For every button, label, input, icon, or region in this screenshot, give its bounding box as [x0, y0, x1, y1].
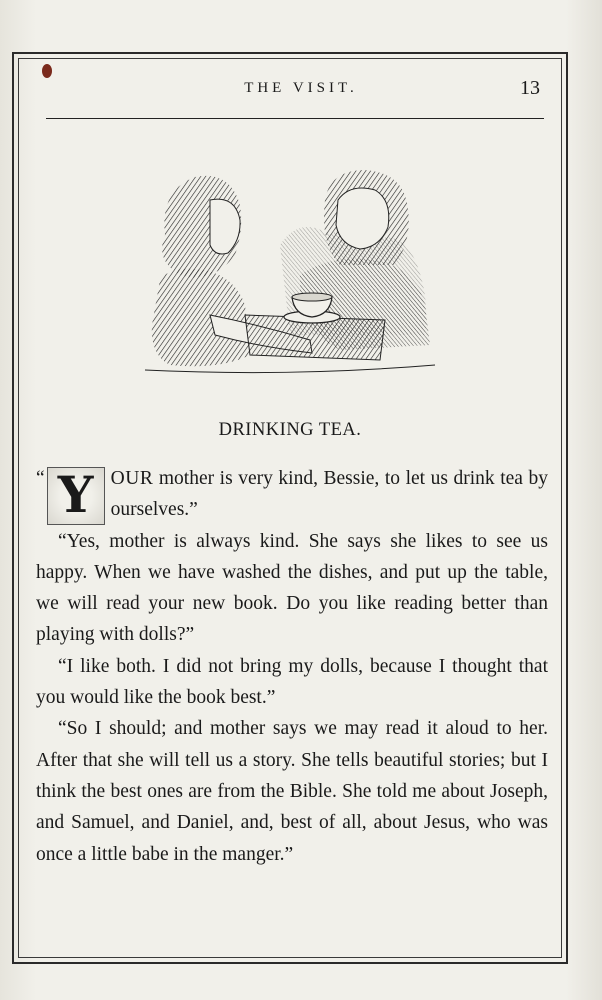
ink-spot: [42, 64, 52, 78]
two-girls-drinking-tea-icon: [140, 165, 440, 380]
initial-word-caps: OUR: [110, 468, 154, 489]
decorative-initial-y: Y: [47, 467, 105, 525]
paragraph-4: “So I should; and mother says we may read it aloud to her. After that she will tell us a story. She tells beautiful stories; but I think the best ones are from the Bible. She told me about Joseph, and Samuel, and Daniel, and, best of all, about Jesus, who was once a little babe in the manger.”: [36, 718, 548, 865]
running-title: THE VISIT.: [244, 80, 358, 96]
paragraph-1: [36, 463, 548, 526]
paragraph-1-text: mother is very kind, Bessie, to let us drink tea by ourselves.”: [110, 468, 548, 521]
body-text: [36, 463, 548, 870]
opening-quote: “: [36, 468, 45, 489]
page-number: 13: [520, 77, 540, 99]
paragraph-3: “I like both. I did not bring my dolls, because I thought that you would like the book best.”: [36, 655, 548, 709]
illustration-caption: DRINKING TEA.: [218, 420, 362, 440]
paragraph-2: “Yes, mother is always kind. She says she likes to see us happy. When we have washed the dishes, and put up the table, we will read your new book. Do you like reading better than playing with dolls?”: [36, 530, 548, 646]
header-rule: [46, 118, 544, 119]
